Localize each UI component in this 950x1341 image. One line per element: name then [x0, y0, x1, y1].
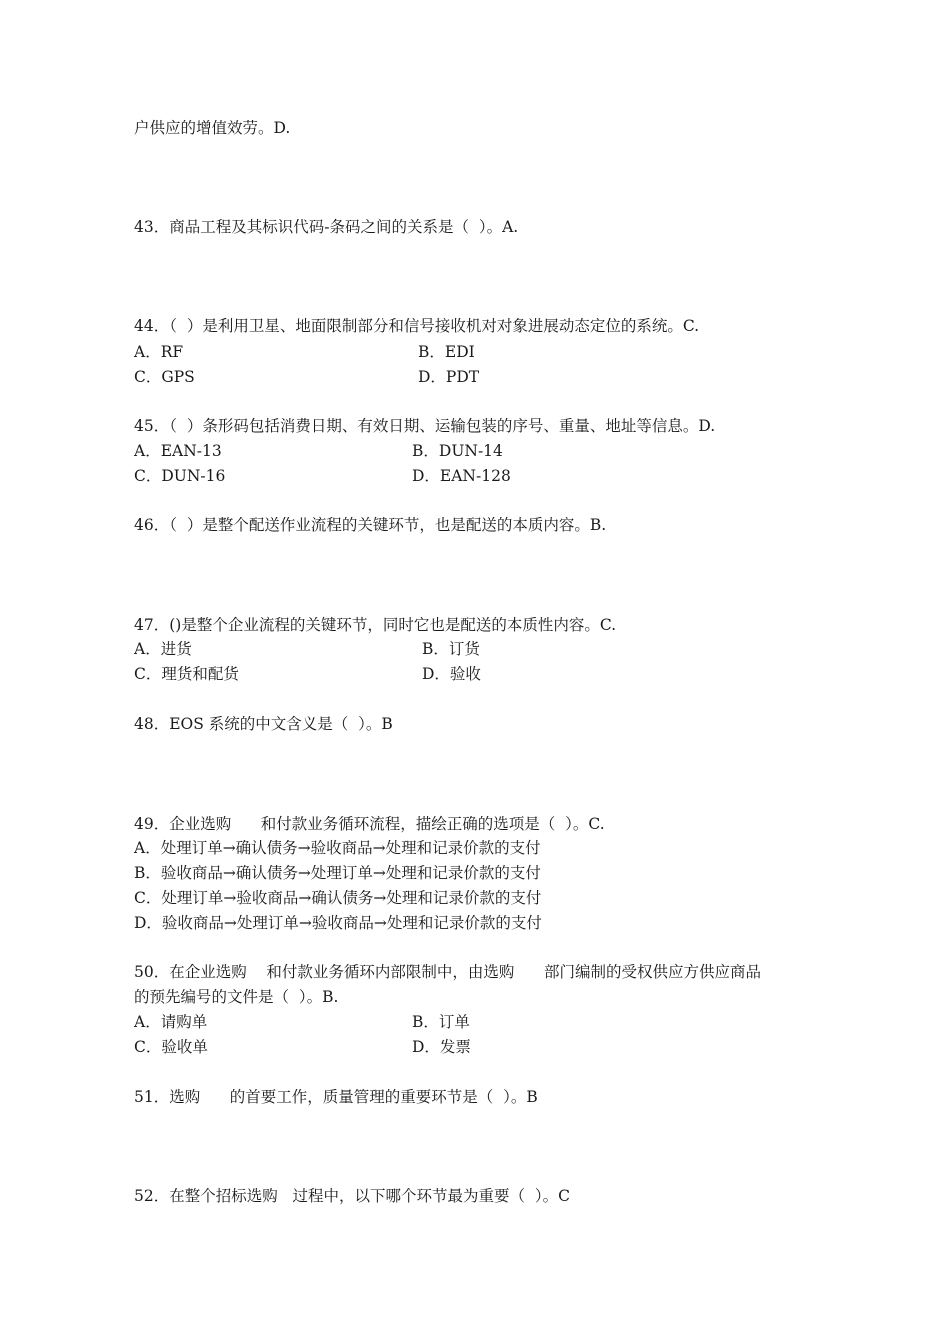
q50-option-d: D．发票 — [412, 1038, 471, 1056]
q47-option-d: D．验收 — [422, 665, 481, 683]
q44-option-b: B．EDI — [418, 343, 475, 361]
question-46: 46．（ ）是整个配送作业流程的关键环节，也是配送的本质内容。B. — [134, 516, 607, 534]
question-44: 44．（ ）是利用卫星、地面限制部分和信号接收机对对象进展动态定位的系统。C. — [134, 317, 700, 335]
q50-option-b: B．订单 — [412, 1013, 470, 1031]
q45-option-b: B．DUN-14 — [412, 442, 503, 460]
q50-option-c: C．验收单 — [134, 1038, 208, 1056]
question-43: 43．商品工程及其标识代码-条码之间的关系是（ ）。A. — [134, 218, 519, 236]
q49-option-b: B．验收商品→确认债务→处理订单→处理和记录价款的支付 — [134, 864, 541, 882]
q44-option-d: D．PDT — [418, 368, 480, 386]
question-52: 52．在整个招标选购 过程中，以下哪个环节最为重要（ ）。C — [134, 1187, 570, 1205]
q47-option-b: B．订货 — [422, 640, 480, 658]
question-51: 51．选购 的首要工作，质量管理的重要环节是（ ）。B — [134, 1088, 538, 1106]
q44-option-c: C．GPS — [134, 368, 195, 386]
question-50-continued: 的预先编号的文件是（ ）。B. — [134, 988, 339, 1006]
q47-option-c: C．理货和配货 — [134, 665, 239, 683]
q45-option-d: D．EAN-128 — [412, 467, 511, 485]
q49-option-d: D．验收商品→处理订单→验收商品→处理和记录价款的支付 — [134, 914, 542, 932]
question-50: 50．在企业选购 和付款业务循环内部限制中，由选购 部门编制的受权供应方供应商品 — [134, 963, 761, 981]
q44-option-a: A．RF — [134, 343, 184, 361]
q49-option-c: C．处理订单→验收商品→确认债务→处理和记录价款的支付 — [134, 889, 542, 907]
q45-option-c: C．DUN-16 — [134, 467, 226, 485]
q50-option-a: A．请购单 — [134, 1013, 208, 1031]
continuation-text: 户供应的增值效劳。D. — [134, 119, 291, 137]
q47-option-a: A．进货 — [134, 640, 192, 658]
question-48: 48．EOS 系统的中文含义是（ ）。B — [134, 715, 393, 733]
question-49: 49．企业选购 和付款业务循环流程，描绘正确的选项是（ ）。C. — [134, 815, 605, 833]
q49-option-a: A．处理订单→确认债务→验收商品→处理和记录价款的支付 — [134, 839, 541, 857]
q45-option-a: A．EAN-13 — [134, 442, 222, 460]
question-45: 45．（ ）条形码包括消费日期、有效日期、运输包装的序号、重量、地址等信息。D. — [134, 417, 716, 435]
question-47: 47．()是整个企业流程的关键环节，同时它也是配送的本质性内容。C. — [134, 616, 617, 634]
